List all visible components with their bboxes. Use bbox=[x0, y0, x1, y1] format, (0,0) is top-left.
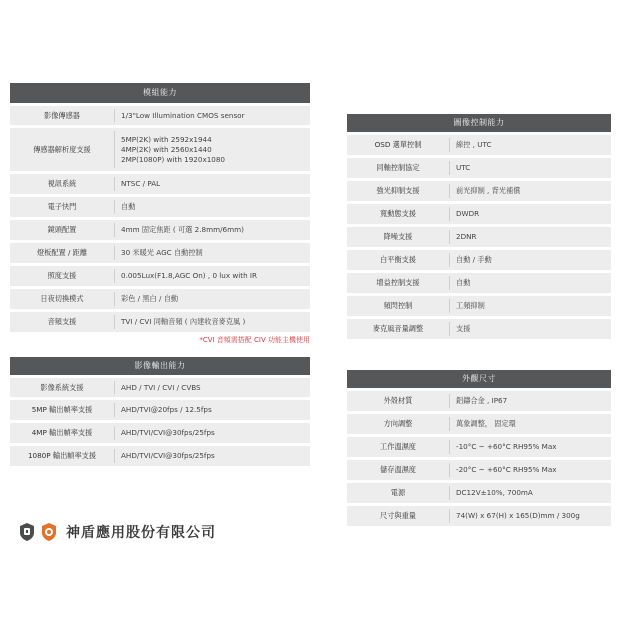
spec-value-line: 自動 / 手動 bbox=[456, 255, 492, 264]
spec-value-line: -20°C ~ +60°C RH95% Max bbox=[456, 465, 557, 474]
spec-row bbox=[347, 204, 611, 224]
spec-value bbox=[450, 158, 611, 178]
spec-value-line: 鋁鑄合金 , IP67 bbox=[456, 396, 508, 405]
spec-label: 5MP 輸出幀率支援 bbox=[31, 405, 93, 414]
spec-label: OSD 選單控制 bbox=[374, 140, 422, 149]
spec-value bbox=[115, 289, 310, 309]
spec-label: 儲存溫濕度 bbox=[380, 465, 416, 474]
spec-value-line: 支援 bbox=[456, 324, 471, 333]
module-spec-header: 模組能力 bbox=[10, 83, 310, 103]
spec-value-line: 1/3"Low Illumination CMOS sensor bbox=[121, 110, 245, 120]
spec-value-line: AHD/TVI@20fps / 12.5fps bbox=[121, 405, 212, 414]
spec-row bbox=[347, 460, 611, 480]
spec-value bbox=[450, 204, 611, 224]
spec-value-line: 萬象調整， 固定環 bbox=[456, 419, 516, 428]
spec-row bbox=[10, 128, 310, 171]
spec-label: 降噪支援 bbox=[383, 232, 413, 241]
spec-label: 強光抑制支援 bbox=[376, 186, 420, 195]
spec-label: 電子快門 bbox=[47, 202, 77, 211]
exterior-spec-table bbox=[347, 370, 611, 526]
module-spec-table bbox=[10, 83, 310, 345]
spec-row bbox=[347, 296, 611, 316]
spec-row bbox=[10, 446, 310, 466]
spec-value bbox=[115, 400, 310, 420]
spec-label: 影像傳感器 bbox=[44, 110, 80, 120]
spec-value-line: 線控 , UTC bbox=[456, 140, 492, 149]
spec-label: 增益控制支援 bbox=[376, 278, 420, 287]
spec-value bbox=[115, 423, 310, 443]
spec-value bbox=[115, 312, 310, 332]
spec-value-line: 2DNR bbox=[456, 232, 477, 241]
spec-value bbox=[450, 460, 611, 480]
spec-row bbox=[10, 220, 310, 240]
spec-value-line: TVI / CVI 同軸音頻 ( 內建收音麥克風 ) bbox=[121, 317, 246, 326]
spec-value bbox=[450, 135, 611, 155]
spec-value bbox=[115, 220, 310, 240]
spec-row bbox=[10, 423, 310, 443]
spec-value-line: 74(W) x 67(H) x 165(D)mm / 300g bbox=[456, 511, 580, 520]
spec-value bbox=[115, 197, 310, 217]
spec-value bbox=[450, 506, 611, 526]
exterior-spec-header: 外觀尺寸 bbox=[347, 370, 611, 388]
spec-value bbox=[450, 437, 611, 457]
spec-row bbox=[347, 414, 611, 434]
spec-value bbox=[450, 227, 611, 247]
spec-value bbox=[115, 128, 310, 171]
output-spec-header: 影像輸出能力 bbox=[10, 357, 310, 375]
spec-value-line: AHD/TVI/CVI@30fps/25fps bbox=[121, 428, 215, 437]
spec-value-line: -10°C ~ +60°C RH95% Max bbox=[456, 442, 557, 451]
spec-value-line: DWDR bbox=[456, 209, 480, 218]
spec-value-line: 前光抑制 , 背光補償 bbox=[456, 186, 521, 195]
spec-value bbox=[115, 378, 310, 397]
spec-label: 方向調整 bbox=[383, 419, 413, 428]
spec-value bbox=[115, 243, 310, 263]
spec-value bbox=[450, 414, 611, 434]
spec-row bbox=[10, 243, 310, 263]
spec-label: 影像系統支援 bbox=[40, 382, 84, 392]
spec-value-line: 工頻抑制 bbox=[456, 301, 485, 310]
image-control-spec-rows bbox=[347, 135, 611, 339]
spec-label: 音頻支援 bbox=[47, 317, 77, 326]
spec-value bbox=[115, 266, 310, 286]
spec-label: 日夜切換模式 bbox=[40, 294, 84, 303]
spec-value-line: AHD / TVI / CVI / CVBS bbox=[121, 382, 201, 392]
spec-row bbox=[347, 250, 611, 270]
image-control-spec-header: 圖像控制能力 bbox=[347, 114, 611, 132]
spec-row bbox=[10, 400, 310, 420]
spec-label: 白平衡支援 bbox=[380, 255, 416, 264]
spec-label: 1080P 輸出幀率支援 bbox=[27, 451, 97, 460]
spec-row bbox=[10, 266, 310, 286]
spec-value-line: 4mm 固定焦距 ( 可選 2.8mm/6mm) bbox=[121, 225, 244, 234]
spec-label: 鏡頭配置 bbox=[47, 225, 77, 234]
output-spec-table bbox=[10, 357, 310, 466]
spec-row bbox=[347, 506, 611, 526]
spec-label: 照度支援 bbox=[47, 271, 77, 280]
spec-value bbox=[450, 181, 611, 201]
spec-value-line: AHD/TVI/CVI@30fps/25fps bbox=[121, 451, 215, 460]
spec-value-line: UTC bbox=[456, 163, 471, 172]
shield-icon-left bbox=[18, 522, 36, 542]
spec-value-line: 2MP(1080P) with 1920x1080 bbox=[121, 154, 225, 164]
spec-value bbox=[450, 273, 611, 293]
spec-label: 頻閃控制 bbox=[383, 301, 413, 310]
spec-value-line: 30 米暖光 AGC 自動控制 bbox=[121, 248, 203, 257]
spec-label: 尺寸與重量 bbox=[380, 511, 416, 520]
audio-footnote: *CVI 音頻需搭配 CIV 功能主機使用 bbox=[199, 336, 310, 344]
spec-row bbox=[347, 483, 611, 503]
company-name: 神盾應用股份有限公司 bbox=[66, 525, 216, 541]
spec-label: 寬動態支援 bbox=[380, 209, 416, 218]
spec-row bbox=[347, 391, 611, 411]
spec-value-line: 4MP(2K) with 2560x1440 bbox=[121, 144, 212, 154]
spec-row bbox=[347, 181, 611, 201]
spec-value bbox=[115, 106, 310, 125]
spec-value bbox=[450, 250, 611, 270]
spec-value bbox=[115, 446, 310, 466]
spec-row bbox=[347, 437, 611, 457]
spec-label: 燈板配置 / 距離 bbox=[36, 248, 88, 257]
spec-row bbox=[347, 273, 611, 293]
spec-value bbox=[450, 319, 611, 339]
shield-icon-right bbox=[40, 522, 58, 542]
spec-value-line: 自動 bbox=[121, 202, 136, 211]
spec-label: 視訊系統 bbox=[47, 179, 77, 188]
output-spec-rows bbox=[10, 378, 310, 466]
image-control-spec-table bbox=[347, 114, 611, 339]
spec-label: 麥克風音量調整 bbox=[372, 324, 424, 333]
spec-row bbox=[347, 227, 611, 247]
spec-label: 外殼材質 bbox=[383, 396, 413, 405]
spec-value-line: DC12V±10%, 700mA bbox=[456, 488, 533, 497]
spec-row bbox=[10, 289, 310, 309]
spec-row bbox=[10, 378, 310, 397]
spec-row bbox=[10, 174, 310, 194]
spec-row bbox=[347, 319, 611, 339]
spec-value bbox=[450, 483, 611, 503]
spec-label: 電源 bbox=[390, 488, 406, 497]
spec-row bbox=[347, 135, 611, 155]
spec-row bbox=[10, 106, 310, 125]
spec-row bbox=[10, 312, 310, 332]
company-logo bbox=[18, 522, 216, 542]
spec-row bbox=[347, 158, 611, 178]
spec-row bbox=[10, 197, 310, 217]
spec-value bbox=[450, 391, 611, 411]
spec-label: 同軸控制協定 bbox=[376, 163, 420, 172]
spec-label: 傳感器解析度支援 bbox=[33, 144, 91, 154]
shield-logo-icon bbox=[18, 522, 58, 542]
module-spec-rows bbox=[10, 106, 310, 332]
spec-value-line: 5MP(2K) with 2592x1944 bbox=[121, 134, 212, 144]
spec-label: 4MP 輸出幀率支援 bbox=[31, 428, 93, 437]
spec-value-line: 彩色 / 黑白 / 自動 bbox=[121, 294, 179, 303]
spec-label: 工作溫濕度 bbox=[380, 442, 416, 451]
spec-value bbox=[115, 174, 310, 194]
exterior-spec-rows bbox=[347, 391, 611, 526]
spec-value-line: NTSC / PAL bbox=[121, 179, 161, 188]
spec-value bbox=[450, 296, 611, 316]
spec-value-line: 0.005Lux(F1.8,AGC On) , 0 lux with IR bbox=[121, 271, 258, 280]
spec-value-line: 自動 bbox=[456, 278, 471, 287]
